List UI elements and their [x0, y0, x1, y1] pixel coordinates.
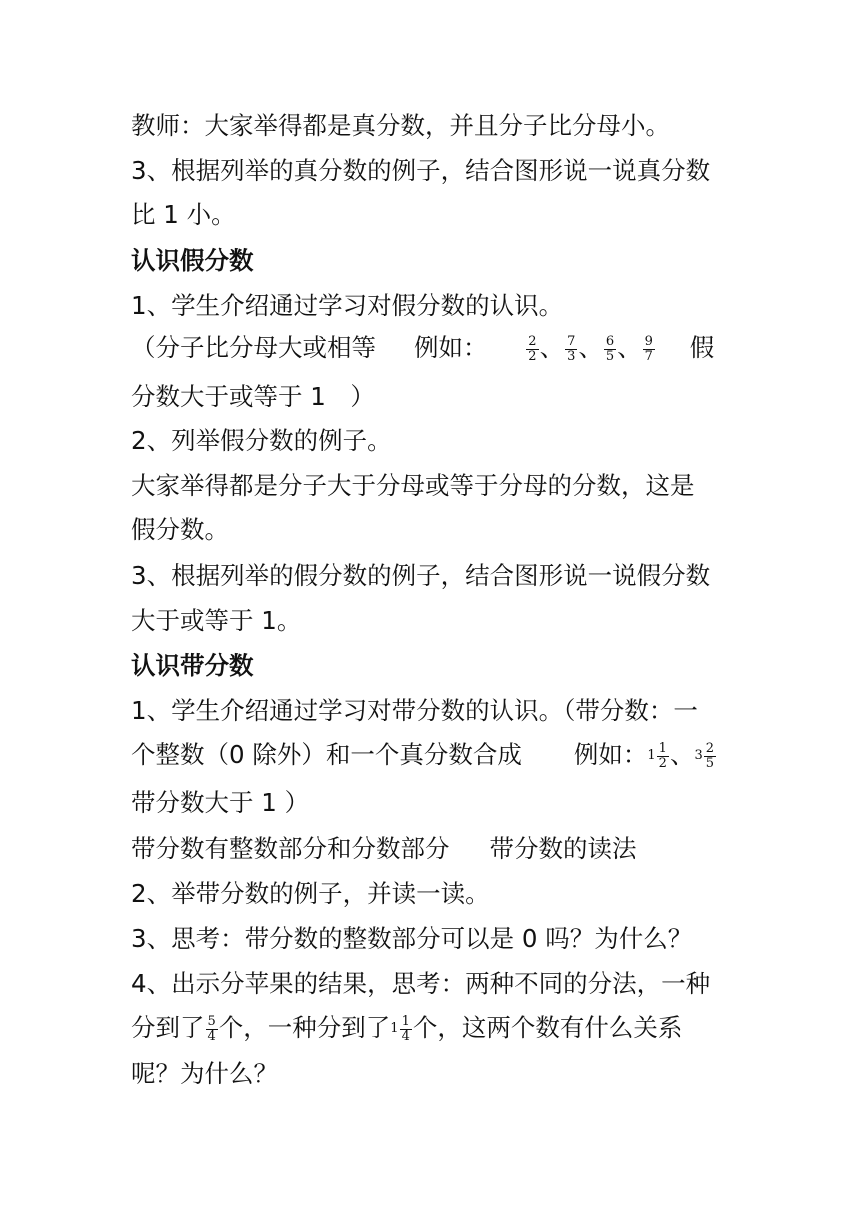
apple-text-c: 个，这两个数有什么关系: [412, 1013, 683, 1042]
separator: 、: [669, 740, 695, 769]
paragraph-mixed-step2: 2、举带分数的例子，并读一读。: [131, 879, 490, 908]
fraction: $\frac{2}{5}$: [705, 740, 714, 771]
example-label: 例如：: [573, 740, 648, 769]
paragraph-less-than-one: 比 1 小。: [131, 200, 236, 229]
paragraph-improper-step3: 3、根据列举的假分数的例子，结合图形说一说假分数: [131, 561, 711, 590]
apple-text-a: 分到了: [131, 1013, 205, 1042]
apple-text-b: 个，一种分到了: [218, 1013, 391, 1042]
paragraph-mixed-step3: 3、思考：带分数的整数部分可以是 0 吗？为什么？: [131, 924, 693, 953]
paragraph-improper-summary-end: 假分数。: [131, 515, 229, 544]
heading-mixed-numbers: 认识带分数: [131, 651, 254, 680]
fraction: $\frac{9}{7}$: [644, 333, 653, 364]
example-label: 例如：: [414, 333, 488, 362]
paragraph-apple-result: [131, 1010, 731, 1047]
paragraph-mixed-greater-one: 带分数大于 1 ）: [131, 788, 310, 817]
mixed-whole: 1: [390, 1021, 399, 1036]
fraction: $\frac{1}{4}$: [401, 1013, 410, 1044]
mixed-whole: 1: [647, 748, 656, 763]
separator: 、: [539, 333, 565, 362]
mixed-whole: 3: [694, 748, 703, 763]
fraction: $\frac{1}{2}$: [658, 740, 667, 771]
paragraph-improper-definition: [131, 330, 731, 366]
paragraph-mixed-definition: [131, 737, 731, 774]
definition-text-cont: 假: [689, 333, 715, 362]
paragraph-improper-definition-end: 分数大于或等于 1 ）: [131, 382, 375, 411]
paragraph-teacher-summary: 教师：大家举得都是真分数，并且分子比分母小。: [131, 111, 670, 140]
separator: 、: [578, 333, 603, 362]
definition-text: （分子比分母大或相等: [131, 333, 376, 362]
paragraph-apple-question: 呢？为什么？: [131, 1059, 278, 1088]
paragraph-mixed-step1: 1、学生介绍通过学习对带分数的认识。（带分数：一: [131, 696, 698, 725]
mixed-parts-text: 带分数有整数部分和分数部分: [131, 834, 450, 863]
separator: 、: [617, 333, 642, 362]
paragraph-improper-summary: 大家举得都是分子大于分母或等于分母的分数，这是: [131, 471, 695, 500]
fraction: $\frac{5}{4}$: [207, 1013, 216, 1044]
mixed-reading-text: 带分数的读法: [489, 834, 637, 863]
paragraph-improper-step1: 1、学生介绍通过学习对假分数的认识。: [131, 291, 564, 320]
paragraph-improper-step2: 2、列举假分数的例子。: [131, 426, 392, 455]
paragraph-greater-or-equal-one: 大于或等于 1。: [131, 606, 302, 635]
fraction: $\frac{6}{5}$: [605, 333, 615, 364]
paragraph-proper-fraction-step3: 3、根据列举的真分数的例子，结合图形说一说真分数: [131, 156, 711, 185]
paragraph-mixed-step4: 4、出示分苹果的结果，思考：两种不同的分法，一种: [131, 969, 711, 998]
paragraph-mixed-parts: [131, 831, 731, 867]
definition-text: 个整数（0 除外）和一个真分数合成: [131, 740, 522, 769]
fraction: $\frac{7}{3}$: [567, 333, 576, 364]
heading-improper-fractions: 认识假分数: [131, 246, 254, 275]
fraction: $\frac{2}{2}$: [528, 333, 537, 364]
